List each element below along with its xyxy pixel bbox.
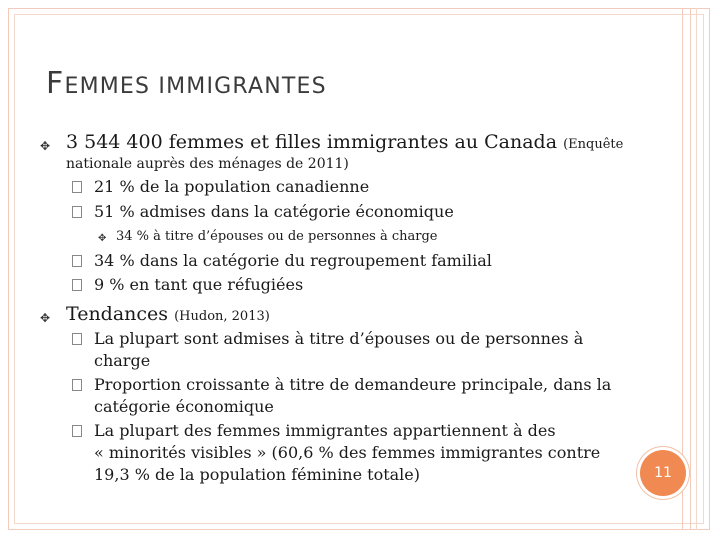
- decorative-rule: [690, 8, 691, 530]
- sub-bullet: [94, 374, 611, 396]
- sub-bullet: [94, 328, 583, 350]
- diamond-bullet-icon: ✥: [40, 311, 51, 325]
- sub-bullet-text: 34 % dans la catégorie du regroupement familial: [94, 251, 492, 270]
- sub-bullet-continued: catégorie économique: [94, 397, 274, 416]
- bullet-source: (Hudon, 2013): [174, 309, 270, 324]
- sub-sub-bullet: [98, 228, 438, 246]
- checkbox-bullet-icon: [72, 279, 82, 291]
- sub-bullet-text: La plupart sont admises à titre d’épouses ou de personnes à: [94, 329, 584, 348]
- sub-bullet: [94, 201, 454, 223]
- bullet-tendances: [40, 303, 270, 327]
- checkbox-bullet-icon: [72, 425, 82, 437]
- checkbox-bullet-icon: [72, 206, 82, 218]
- decorative-rule: [682, 8, 683, 530]
- sub-bullet-text: 51 % admises dans la catégorie économique: [94, 202, 454, 221]
- sub-bullet: [94, 274, 303, 296]
- sub-bullet-continued: charge: [94, 351, 151, 370]
- checkbox-bullet-icon: [72, 255, 82, 267]
- bullet-source: (Enquête: [563, 137, 624, 152]
- bullet-source-continued: nationale auprès des ménages de 2011): [66, 156, 349, 172]
- page-number-badge: 11: [640, 450, 686, 496]
- sub-bullet-text: 9 % en tant que réfugiées: [94, 275, 304, 294]
- sub-bullet-continued: « minorités visibles » (60,6 % des femmes immigrantes contre: [94, 443, 601, 462]
- sub-sub-bullet-text: 34 % à titre d’épouses ou de personnes à charge: [116, 229, 438, 244]
- sub-bullet: [94, 250, 492, 272]
- checkbox-bullet-icon: [72, 333, 82, 345]
- title-rest: EMMES IMMIGRANTES: [64, 74, 327, 99]
- sub-bullet-continued: 19,3 % de la population féminine totale): [94, 465, 421, 484]
- bullet-population: [40, 131, 624, 155]
- sub-bullet: [94, 420, 556, 442]
- sub-bullet: [94, 176, 369, 198]
- checkbox-bullet-icon: [72, 181, 82, 193]
- sub-bullet-text: Proportion croissante à titre de demandeure principale, dans la: [94, 375, 612, 394]
- sub-bullet-text: La plupart des femmes immigrantes appartiennent à des: [94, 421, 556, 440]
- sub-bullet-text: 21 % de la population canadienne: [94, 177, 370, 196]
- decorative-rule: [696, 8, 697, 530]
- diamond-bullet-icon: ✥: [98, 233, 107, 244]
- slide-title: [46, 66, 327, 101]
- title-initial: F: [46, 66, 65, 101]
- bullet-text: 3 544 400 femmes et filles immigrantes au Canada: [66, 131, 564, 153]
- diamond-bullet-icon: ✥: [40, 139, 51, 153]
- checkbox-bullet-icon: [72, 379, 82, 391]
- bullet-text: Tendances: [66, 303, 175, 325]
